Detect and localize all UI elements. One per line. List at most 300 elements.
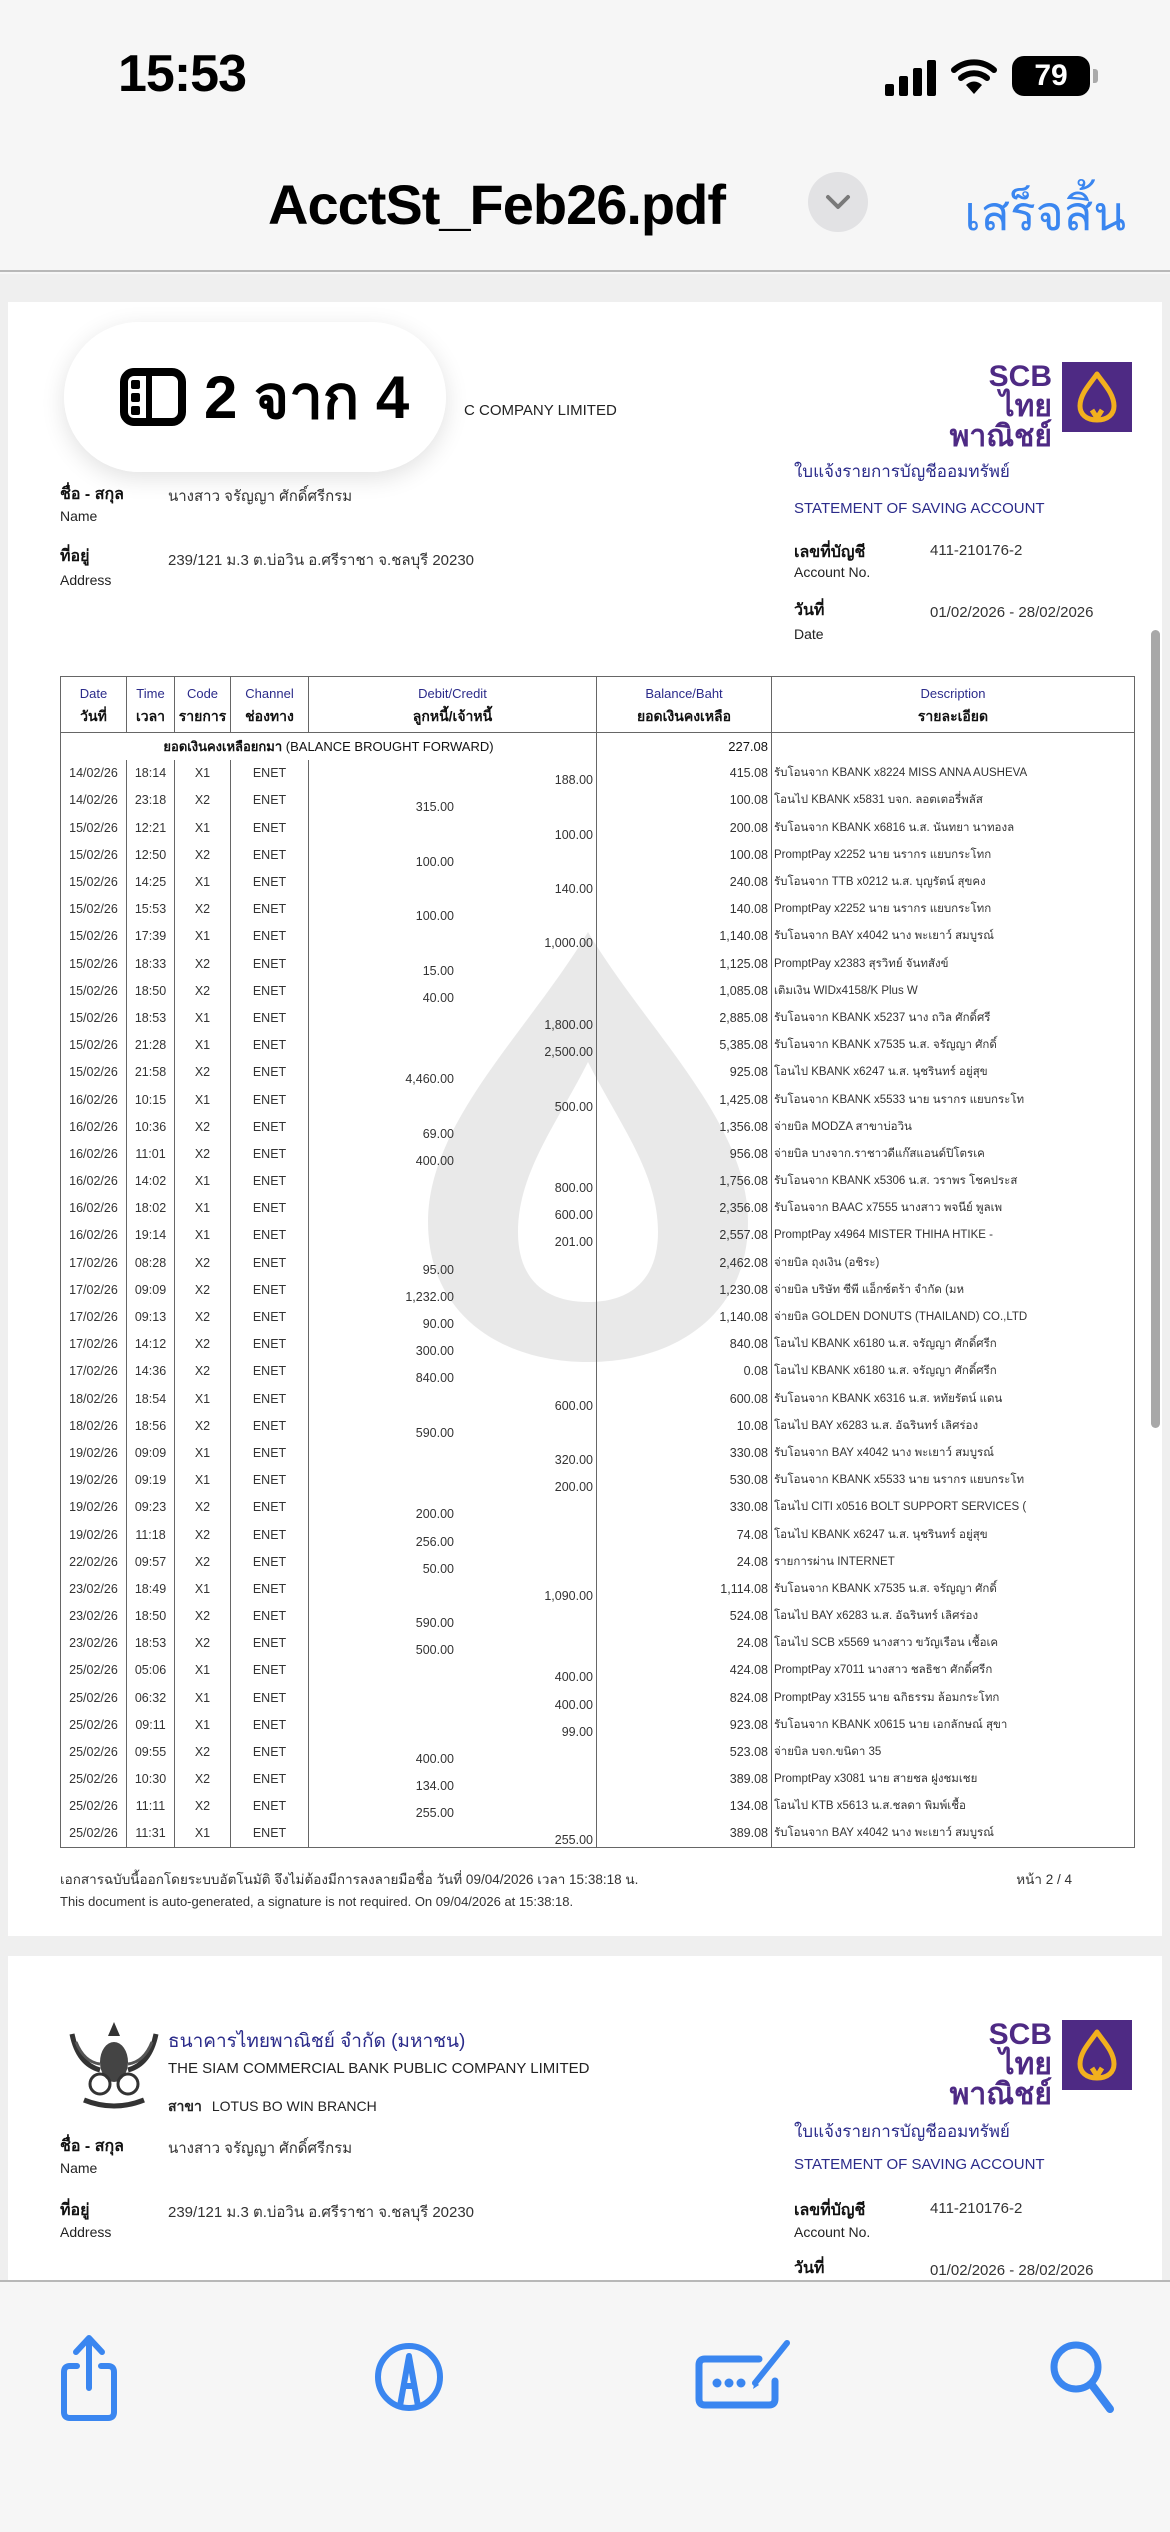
table-row bbox=[61, 1820, 1135, 1847]
debit-amount: 500.00 bbox=[415, 1643, 454, 1657]
address-label-th: ที่อยู่ bbox=[60, 2202, 90, 2219]
credit-amount: 1,000.00 bbox=[544, 936, 593, 950]
cell-debit-credit bbox=[309, 1657, 597, 1684]
cell-time: 05:06 bbox=[127, 1657, 175, 1684]
table-row bbox=[61, 1331, 1135, 1358]
cell-balance: 524.08 bbox=[597, 1603, 772, 1630]
name-value: นางสาว จรัญญา ศักดิ์ศรีกรม bbox=[168, 2140, 353, 2157]
cell-balance: 530.08 bbox=[597, 1467, 772, 1494]
cell-code: X2 bbox=[175, 896, 231, 923]
cell-debit-credit bbox=[309, 1575, 597, 1602]
done-button[interactable]: เสร็จสิ้น bbox=[964, 188, 1126, 241]
cell-debit-credit bbox=[309, 1603, 597, 1630]
cell-debit-credit bbox=[309, 1820, 597, 1847]
table-row bbox=[61, 1059, 1135, 1086]
credit-amount: 2,500.00 bbox=[544, 1045, 593, 1059]
cell-time: 09:09 bbox=[127, 1439, 175, 1466]
date-label-en: Date bbox=[794, 626, 824, 642]
cell-date: 19/02/26 bbox=[61, 1439, 127, 1466]
cell-channel: ENET bbox=[231, 1249, 309, 1276]
name-label-en: Name bbox=[60, 508, 98, 524]
table-row bbox=[61, 977, 1135, 1004]
cell-description: PromptPay x3155 นาย ฉกิธรรม ล้อมกระโทก bbox=[772, 1684, 1135, 1711]
cell-description: โอนไป KBANK x6180 น.ส. จรัญญา ศักดิ์ศรีก bbox=[772, 1331, 1135, 1358]
header-date: Date วันที่ bbox=[61, 677, 127, 733]
cell-description: รับโอนจาก KBANK x6816 น.ส. นันทยา นาทองล bbox=[772, 814, 1135, 841]
cell-date: 19/02/26 bbox=[61, 1467, 127, 1494]
cell-description: รับโอนจาก KBANK x5306 น.ส. วราพร โชคประส bbox=[772, 1168, 1135, 1195]
debit-amount: 590.00 bbox=[415, 1616, 454, 1630]
cell-date: 16/02/26 bbox=[61, 1222, 127, 1249]
cell-date: 17/02/26 bbox=[61, 1331, 127, 1358]
wifi-icon bbox=[950, 56, 998, 96]
table-row bbox=[61, 1575, 1135, 1602]
cell-date: 23/02/26 bbox=[61, 1630, 127, 1657]
cell-balance: 1,140.08 bbox=[597, 1303, 772, 1330]
credit-amount: 320.00 bbox=[554, 1452, 593, 1467]
table-row bbox=[61, 1249, 1135, 1276]
table-row bbox=[61, 814, 1135, 841]
cell-time: 09:57 bbox=[127, 1548, 175, 1575]
cell-debit-credit bbox=[309, 1793, 597, 1820]
cell-channel: ENET bbox=[231, 1521, 309, 1548]
cell-debit-credit bbox=[309, 1113, 597, 1140]
cell-time: 18:33 bbox=[127, 950, 175, 977]
cell-channel: ENET bbox=[231, 1494, 309, 1521]
cell-description: โอนไป CITI x0516 BOLT SUPPORT SERVICES ( bbox=[772, 1494, 1135, 1521]
cell-debit-credit bbox=[309, 950, 597, 977]
cell-time: 12:50 bbox=[127, 841, 175, 868]
cell-debit-credit bbox=[309, 1494, 597, 1521]
table-row bbox=[61, 1467, 1135, 1494]
header-code: Code รายการ bbox=[175, 677, 231, 733]
cell-description: รับโอนจาก BAY x4042 นาง พะเยาว์ สมบูรณ์ bbox=[772, 923, 1135, 950]
table-row bbox=[61, 1276, 1135, 1303]
address-value: 239/121 ม.3 ต.บ่อวิน อ.ศรีราชา จ.ชลบุรี 20230 bbox=[168, 2204, 475, 2221]
credit-amount: 400.00 bbox=[554, 1670, 593, 1685]
debit-amount: 95.00 bbox=[422, 1262, 454, 1277]
cell-description: โอนไป KBANK x6247 น.ส. นุชรินทร์ อยู่สุข bbox=[772, 1521, 1135, 1548]
brought-forward-label: ยอดเงินคงเหลือยกมา (BALANCE BROUGHT FORWARD) bbox=[61, 733, 597, 760]
cell-balance: 100.08 bbox=[597, 841, 772, 868]
cell-code: X2 bbox=[175, 1059, 231, 1086]
cell-balance: 100.08 bbox=[597, 787, 772, 814]
table-row bbox=[61, 1303, 1135, 1330]
cell-code: X2 bbox=[175, 1766, 231, 1793]
cell-balance: 956.08 bbox=[597, 1140, 772, 1167]
cell-date: 15/02/26 bbox=[61, 814, 127, 841]
markup-button[interactable] bbox=[364, 2322, 454, 2432]
account-label-th: เลขที่บัญชี bbox=[794, 544, 866, 561]
cell-channel: ENET bbox=[231, 1331, 309, 1358]
account-number: 411-210176-2 bbox=[930, 2200, 1023, 2217]
cell-date: 16/02/26 bbox=[61, 1168, 127, 1195]
cell-code: X1 bbox=[175, 760, 231, 787]
table-row bbox=[61, 1603, 1135, 1630]
cell-debit-credit bbox=[309, 1086, 597, 1113]
cell-description: รับโอนจาก BAY x4042 นาง พะเยาว์ สมบูรณ์ bbox=[772, 1820, 1135, 1847]
cell-debit-credit bbox=[309, 1548, 597, 1575]
credit-amount: 200.00 bbox=[554, 1480, 593, 1494]
cell-time: 14:02 bbox=[127, 1168, 175, 1195]
cell-balance: 330.08 bbox=[597, 1439, 772, 1466]
page-indicator-text: 2 จาก 4 bbox=[204, 363, 410, 431]
cell-channel: ENET bbox=[231, 841, 309, 868]
page-number-label: หน้า 2 / 4 bbox=[1016, 1872, 1072, 1887]
scb-logo bbox=[912, 2018, 1132, 2111]
cell-debit-credit bbox=[309, 896, 597, 923]
cell-date: 16/02/26 bbox=[61, 1113, 127, 1140]
cell-channel: ENET bbox=[231, 1195, 309, 1222]
cell-debit-credit bbox=[309, 1467, 597, 1494]
cell-channel: ENET bbox=[231, 1059, 309, 1086]
cell-date: 16/02/26 bbox=[61, 1195, 127, 1222]
cell-debit-credit bbox=[309, 1385, 597, 1412]
debit-amount: 256.00 bbox=[415, 1534, 454, 1549]
cell-date: 23/02/26 bbox=[61, 1575, 127, 1602]
scb-logo-en: SCB bbox=[988, 360, 1052, 393]
debit-amount: 40.00 bbox=[422, 990, 454, 1005]
cell-channel: ENET bbox=[231, 868, 309, 895]
battery-level: 79 bbox=[1034, 59, 1068, 92]
cell-description: รายการผ่าน INTERNET bbox=[772, 1548, 1135, 1575]
cell-channel: ENET bbox=[231, 1575, 309, 1602]
cell-time: 18:53 bbox=[127, 1630, 175, 1657]
cell-date: 15/02/26 bbox=[61, 977, 127, 1004]
cell-time: 09:23 bbox=[127, 1494, 175, 1521]
debit-amount: 15.00 bbox=[422, 963, 454, 978]
cell-code: X2 bbox=[175, 1738, 231, 1765]
table-row bbox=[61, 1113, 1135, 1140]
cell-debit-credit bbox=[309, 1521, 597, 1548]
address-value: 239/121 ม.3 ต.บ่อวิน อ.ศรีราชา จ.ชลบุรี 20230 bbox=[168, 552, 475, 569]
name-label-th: ชื่อ - สกุล bbox=[60, 486, 124, 503]
cell-channel: ENET bbox=[231, 1004, 309, 1031]
share-button[interactable] bbox=[44, 2322, 134, 2432]
cell-debit-credit bbox=[309, 1195, 597, 1222]
cell-channel: ENET bbox=[231, 896, 309, 923]
transactions-table bbox=[60, 676, 1135, 1848]
cell-code: X1 bbox=[175, 1711, 231, 1738]
table-row bbox=[61, 1358, 1135, 1385]
debit-amount: 840.00 bbox=[415, 1371, 454, 1385]
scrollbar[interactable] bbox=[1151, 630, 1160, 1428]
cell-code: X2 bbox=[175, 1412, 231, 1439]
cell-balance: 1,230.08 bbox=[597, 1276, 772, 1303]
cell-code: X1 bbox=[175, 1385, 231, 1412]
debit-amount: 1,232.00 bbox=[405, 1289, 454, 1304]
page-indicator[interactable] bbox=[64, 322, 446, 472]
table-row bbox=[61, 1684, 1135, 1711]
header-description: Description รายละเอียด bbox=[772, 677, 1135, 733]
cell-code: X1 bbox=[175, 1467, 231, 1494]
cell-time: 14:12 bbox=[127, 1331, 175, 1358]
cell-date: 15/02/26 bbox=[61, 1059, 127, 1086]
branch-line bbox=[168, 2096, 377, 2118]
cell-balance: 24.08 bbox=[597, 1548, 772, 1575]
table-row bbox=[61, 868, 1135, 895]
credit-amount: 100.00 bbox=[554, 827, 593, 842]
scb-emblem-icon bbox=[1062, 2020, 1132, 2090]
debit-amount: 255.00 bbox=[415, 1806, 454, 1820]
cell-debit-credit bbox=[309, 1331, 597, 1358]
cell-code: X1 bbox=[175, 1032, 231, 1059]
footer-note-th: เอกสารฉบับนี้ออกโดยระบบอัตโนมัติ จึงไม่ต้องมีการลงลายมือชื่อ วันที่ 09/04/2026 เวลา 15:38:18 น. bbox=[60, 1872, 639, 1887]
title-menu-button[interactable] bbox=[808, 172, 868, 232]
cell-code: X1 bbox=[175, 1004, 231, 1031]
cell-time: 09:55 bbox=[127, 1738, 175, 1765]
cell-code: X2 bbox=[175, 1793, 231, 1820]
cell-balance: 424.08 bbox=[597, 1657, 772, 1684]
table-row bbox=[61, 1385, 1135, 1412]
cell-debit-credit bbox=[309, 1766, 597, 1793]
cell-description: โอนไป BAY x6283 น.ส. อัฉรินทร์ เลิศร่อง bbox=[772, 1603, 1135, 1630]
credit-amount: 800.00 bbox=[554, 1181, 593, 1195]
name-label-th: ชื่อ - สกุล bbox=[60, 2138, 124, 2155]
cell-balance: 1,140.08 bbox=[597, 923, 772, 950]
table-row bbox=[61, 787, 1135, 814]
cell-debit-credit bbox=[309, 1276, 597, 1303]
cell-debit-credit bbox=[309, 1249, 597, 1276]
cell-date: 16/02/26 bbox=[61, 1140, 127, 1167]
cell-code: X1 bbox=[175, 1195, 231, 1222]
cell-time: 09:09 bbox=[127, 1276, 175, 1303]
table-header-row bbox=[61, 677, 1135, 733]
cell-date: 17/02/26 bbox=[61, 1276, 127, 1303]
cell-date: 17/02/26 bbox=[61, 1249, 127, 1276]
header-channel: Channel ช่องทาง bbox=[231, 677, 309, 733]
cell-code: X2 bbox=[175, 1630, 231, 1657]
address-label-en: Address bbox=[60, 2224, 112, 2240]
cell-debit-credit bbox=[309, 1358, 597, 1385]
cell-debit-credit bbox=[309, 977, 597, 1004]
cell-debit-credit bbox=[309, 841, 597, 868]
cell-channel: ENET bbox=[231, 1113, 309, 1140]
cell-description: โอนไป KBANK x6180 น.ส. จรัญญา ศักดิ์ศรีก bbox=[772, 1358, 1135, 1385]
cell-code: X2 bbox=[175, 787, 231, 814]
cell-date: 22/02/26 bbox=[61, 1548, 127, 1575]
table-row bbox=[61, 923, 1135, 950]
cell-date: 25/02/26 bbox=[61, 1820, 127, 1847]
cell-date: 23/02/26 bbox=[61, 1603, 127, 1630]
credit-amount: 255.00 bbox=[554, 1833, 593, 1848]
cell-time: 18:53 bbox=[127, 1004, 175, 1031]
cell-time: 15:53 bbox=[127, 896, 175, 923]
cell-balance: 200.08 bbox=[597, 814, 772, 841]
cell-description: โอนไป KBANK x5831 บจก. ลอตเตอรี่พลัส bbox=[772, 787, 1135, 814]
cell-date: 25/02/26 bbox=[61, 1684, 127, 1711]
cell-channel: ENET bbox=[231, 1168, 309, 1195]
date-label-th: วันที่ bbox=[794, 602, 825, 619]
cell-code: X2 bbox=[175, 1276, 231, 1303]
debit-amount: 100.00 bbox=[415, 854, 454, 869]
cell-channel: ENET bbox=[231, 1793, 309, 1820]
cell-date: 14/02/26 bbox=[61, 760, 127, 787]
cell-channel: ENET bbox=[231, 1548, 309, 1575]
pdf-page-3 bbox=[8, 1956, 1162, 2280]
cell-time: 09:13 bbox=[127, 1303, 175, 1330]
cell-balance: 5,385.08 bbox=[597, 1032, 772, 1059]
debit-amount: 50.00 bbox=[422, 1561, 454, 1576]
credit-amount: 188.00 bbox=[554, 773, 593, 787]
footer-note-en: This document is auto-generated, a signature is not required. On 09/04/2026 at 15:38:18. bbox=[60, 1894, 574, 1909]
cell-time: 10:15 bbox=[127, 1086, 175, 1113]
cell-description: รับโอนจาก KBANK x7535 น.ส. จรัญญา ศักดิ์ bbox=[772, 1575, 1135, 1602]
cell-code: X2 bbox=[175, 1303, 231, 1330]
bank-name-en: THE SIAM COMMERCIAL BANK PUBLIC COMPANY LIMITED bbox=[168, 2060, 590, 2077]
cell-date: 15/02/26 bbox=[61, 1004, 127, 1031]
table-row bbox=[61, 1657, 1135, 1684]
cell-time: 21:58 bbox=[127, 1059, 175, 1086]
search-icon bbox=[1048, 2339, 1118, 2415]
status-icons bbox=[885, 56, 1090, 96]
cell-channel: ENET bbox=[231, 1630, 309, 1657]
debit-amount: 400.00 bbox=[415, 1752, 454, 1766]
signal-icon bbox=[885, 56, 936, 96]
cell-code: X2 bbox=[175, 1548, 231, 1575]
cell-code: X2 bbox=[175, 1249, 231, 1276]
cell-code: X1 bbox=[175, 1168, 231, 1195]
cell-date: 25/02/26 bbox=[61, 1793, 127, 1820]
cell-description: จ่ายบิล บริษัท ซีพี แอ็กซ์ตร้า จำกัด (มห bbox=[772, 1276, 1135, 1303]
cell-date: 19/02/26 bbox=[61, 1494, 127, 1521]
cell-date: 18/02/26 bbox=[61, 1385, 127, 1412]
cell-channel: ENET bbox=[231, 1303, 309, 1330]
cell-code: X2 bbox=[175, 1331, 231, 1358]
sidebar-icon bbox=[120, 368, 186, 426]
debit-amount: 200.00 bbox=[415, 1507, 454, 1521]
table-row bbox=[61, 1521, 1135, 1548]
document-title[interactable]: AcctSt_Feb26.pdf bbox=[268, 173, 725, 236]
cell-code: X2 bbox=[175, 1113, 231, 1140]
cell-code: X2 bbox=[175, 1140, 231, 1167]
cell-code: X1 bbox=[175, 814, 231, 841]
cell-description: รับโอนจาก BAY x4042 นาง พะเยาว์ สมบูรณ์ bbox=[772, 1439, 1135, 1466]
cell-time: 18:02 bbox=[127, 1195, 175, 1222]
table-row bbox=[61, 1412, 1135, 1439]
cell-debit-credit bbox=[309, 1412, 597, 1439]
cell-description: PromptPay x2252 นาย นรากร แยบกระโทก bbox=[772, 896, 1135, 923]
cell-channel: ENET bbox=[231, 1358, 309, 1385]
cell-channel: ENET bbox=[231, 1385, 309, 1412]
cell-channel: ENET bbox=[231, 1276, 309, 1303]
cell-description: เติมเงิน WIDx4158/K Plus W bbox=[772, 977, 1135, 1004]
cell-balance: 600.08 bbox=[597, 1385, 772, 1412]
branch-value: LOTUS BO WIN BRANCH bbox=[211, 2098, 377, 2114]
cell-code: X1 bbox=[175, 1222, 231, 1249]
header-time: Time เวลา bbox=[127, 677, 175, 733]
cell-time: 12:21 bbox=[127, 814, 175, 841]
cell-time: 23:18 bbox=[127, 787, 175, 814]
cell-debit-credit bbox=[309, 1004, 597, 1031]
cell-time: 09:19 bbox=[127, 1467, 175, 1494]
table-row bbox=[61, 896, 1135, 923]
cell-channel: ENET bbox=[231, 1412, 309, 1439]
cell-date: 25/02/26 bbox=[61, 1766, 127, 1793]
cell-date: 15/02/26 bbox=[61, 950, 127, 977]
table-row bbox=[61, 1711, 1135, 1738]
cell-description: รับโอนจาก KBANK x5237 นาง ถวิล ศักดิ์ศรี bbox=[772, 1004, 1135, 1031]
table-row bbox=[61, 1168, 1135, 1195]
cell-date: 16/02/26 bbox=[61, 1086, 127, 1113]
cell-time: 18:56 bbox=[127, 1412, 175, 1439]
cell-channel: ENET bbox=[231, 1222, 309, 1249]
cell-code: X1 bbox=[175, 1684, 231, 1711]
debit-amount: 590.00 bbox=[415, 1425, 454, 1440]
debit-amount: 400.00 bbox=[415, 1153, 454, 1168]
cell-debit-credit bbox=[309, 760, 597, 787]
chevron-down-icon bbox=[825, 193, 851, 211]
cell-description: PromptPay x3081 นาย สายชล ฝูงชมเชย bbox=[772, 1766, 1135, 1793]
cell-debit-credit bbox=[309, 1140, 597, 1167]
cell-balance: 1,425.08 bbox=[597, 1086, 772, 1113]
scb-emblem-icon bbox=[1062, 362, 1132, 432]
account-label-en: Account No. bbox=[794, 2224, 871, 2240]
cell-balance: 923.08 bbox=[597, 1711, 772, 1738]
cell-debit-credit bbox=[309, 1303, 597, 1330]
cell-date: 25/02/26 bbox=[61, 1711, 127, 1738]
cell-description: โอนไป KTB x5613 น.ส.ชลดา พิมพ์เชื้อ bbox=[772, 1793, 1135, 1820]
cell-description: จ่ายบิล MODZA สาขาบ่อวิน bbox=[772, 1113, 1135, 1140]
brought-forward-balance: 227.08 bbox=[597, 733, 772, 760]
statement-title-en: STATEMENT OF SAVING ACCOUNT bbox=[794, 500, 1045, 517]
table-row bbox=[61, 1548, 1135, 1575]
table-row bbox=[61, 1494, 1135, 1521]
signature-icon bbox=[693, 2337, 797, 2417]
cell-date: 15/02/26 bbox=[61, 923, 127, 950]
cell-date: 17/02/26 bbox=[61, 1358, 127, 1385]
cell-channel: ENET bbox=[231, 1711, 309, 1738]
credit-amount: 400.00 bbox=[554, 1697, 593, 1712]
cell-channel: ENET bbox=[231, 1032, 309, 1059]
table-row bbox=[61, 1738, 1135, 1765]
cell-time: 18:50 bbox=[127, 977, 175, 1004]
cell-debit-credit bbox=[309, 1168, 597, 1195]
cell-balance: 10.08 bbox=[597, 1412, 772, 1439]
cell-description: โอนไป SCB x5569 นางสาว ขวัญเรือน เชื้อเค bbox=[772, 1630, 1135, 1657]
pdf-viewer[interactable] bbox=[0, 274, 1170, 2280]
cell-description: รับโอนจาก KBANK x8224 MISS ANNA AUSHEVA bbox=[772, 760, 1135, 787]
cell-time: 11:18 bbox=[127, 1521, 175, 1548]
cell-time: 11:31 bbox=[127, 1820, 175, 1847]
cell-description: รับโอนจาก KBANK x5533 นาย นรากร แยบกระโท bbox=[772, 1086, 1135, 1113]
fill-and-sign-button[interactable] bbox=[690, 2322, 800, 2432]
table-row bbox=[61, 1140, 1135, 1167]
cell-description: รับโอนจาก BAAC x7555 นางสาว พจนีย์ พูลเพ bbox=[772, 1195, 1135, 1222]
cell-code: X2 bbox=[175, 1603, 231, 1630]
cell-code: X1 bbox=[175, 1820, 231, 1847]
table-row bbox=[61, 841, 1135, 868]
cell-balance: 1,356.08 bbox=[597, 1113, 772, 1140]
cell-time: 14:36 bbox=[127, 1358, 175, 1385]
cell-code: X1 bbox=[175, 1657, 231, 1684]
cell-debit-credit bbox=[309, 1222, 597, 1249]
cell-code: X1 bbox=[175, 1086, 231, 1113]
scb-logo-en: SCB bbox=[988, 2018, 1052, 2051]
cell-description: PromptPay x4964 MISTER THIHA HTIKE - bbox=[772, 1222, 1135, 1249]
cell-balance: 330.08 bbox=[597, 1494, 772, 1521]
cell-time: 09:11 bbox=[127, 1711, 175, 1738]
cell-time: 11:11 bbox=[127, 1793, 175, 1820]
cell-debit-credit bbox=[309, 1439, 597, 1466]
cell-code: X1 bbox=[175, 1575, 231, 1602]
cell-channel: ENET bbox=[231, 1467, 309, 1494]
cell-date: 25/02/26 bbox=[61, 1657, 127, 1684]
cell-time: 11:01 bbox=[127, 1140, 175, 1167]
header-balance: Balance/Baht ยอดเงินคงเหลือ bbox=[597, 677, 772, 733]
search-button[interactable] bbox=[1038, 2322, 1128, 2432]
cell-balance: 1,756.08 bbox=[597, 1168, 772, 1195]
